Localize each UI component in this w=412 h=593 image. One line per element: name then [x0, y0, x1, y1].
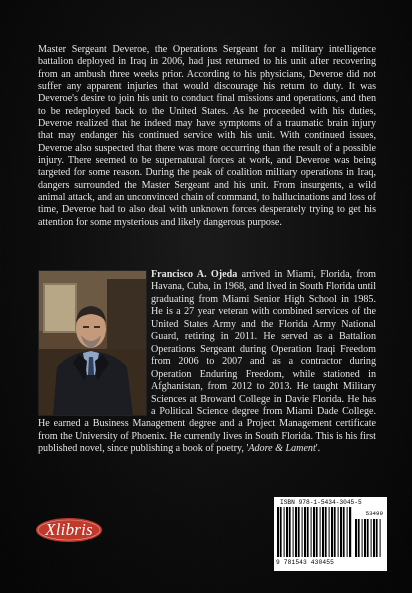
previous-book-title: Adore & Lament [248, 443, 316, 455]
price-barcode-bars [355, 519, 383, 557]
author-photo [38, 270, 147, 416]
isbn-number: ISBN 978-1-5434-3045-5 [280, 499, 362, 506]
price-code: 53499 [365, 510, 383, 517]
publisher-name: Xlibris [45, 520, 93, 539]
barcode-bars [277, 507, 353, 559]
author-bio-end: '. [315, 443, 321, 455]
ean-digits: 9 781543 430455 [276, 559, 334, 566]
publisher-logo [35, 517, 103, 543]
author-bio-text: arrived in Miami, Florida, from Havana, Cuba, in 1968, and lived in South Florida until graduating from Miami Senior High School in 1985. He is a 27 year veteran with combined services of the United States Army and the Florida Army National Guard, retiring in 2011. He served as a Battalion Operations Sergeant during Operation Iraqi Freedom from 2006 to 2007 and as a contractor during Operation Enduring Freedom, while stationed in Afghanistan, from 2012 to 2013. He taught Military Sciences at Broward College in Davie Florida. He has a Political Science degree from Miami Dade College. He earned a Business Management degree and a Project Management certificate from the University of Phoenix. He currently lives in South Florida. This is his first published novel, since publishing a book of poetry, ' [38, 269, 376, 455]
book-synopsis: Master Sergeant Deveroe, the Operations Sergeant for a military intelligence battalion deployed in Iraq in 2006, had just returned to his unit after recovering from an ambush three weeks prior. According to his physicians, Deveroe did not suffer any apparent injuries that would discourage his return to duty. It was Deveroe's desire to join his unit to conduct final missions and operations, and then to be redeployed back to the United States. As he proceeded with his duties, Deveroe realized that he indeed may have symptoms of a traumatic brain injury that may endanger his continued service with his unit. With continued issues, Deveroe also suspected that there was more occurring than the result of a possible injury. There seemed to be supernatural forces at work, and Deveroe was being targeted for some reason. During the peak of coalition military operations in Iraq, dangers surrounded the Master Sergeant and his unit. From insurgents, a wild animal attack, and an unconvinced chain of command, to hallucinations and loss of time, Deveroe had to also deal with unknown forces desperately trying to get his attention for some mysterious and likely dangerous purpose. [38, 44, 376, 228]
author-name: Francisco A. Ojeda [151, 269, 238, 280]
isbn-barcode [274, 497, 387, 571]
